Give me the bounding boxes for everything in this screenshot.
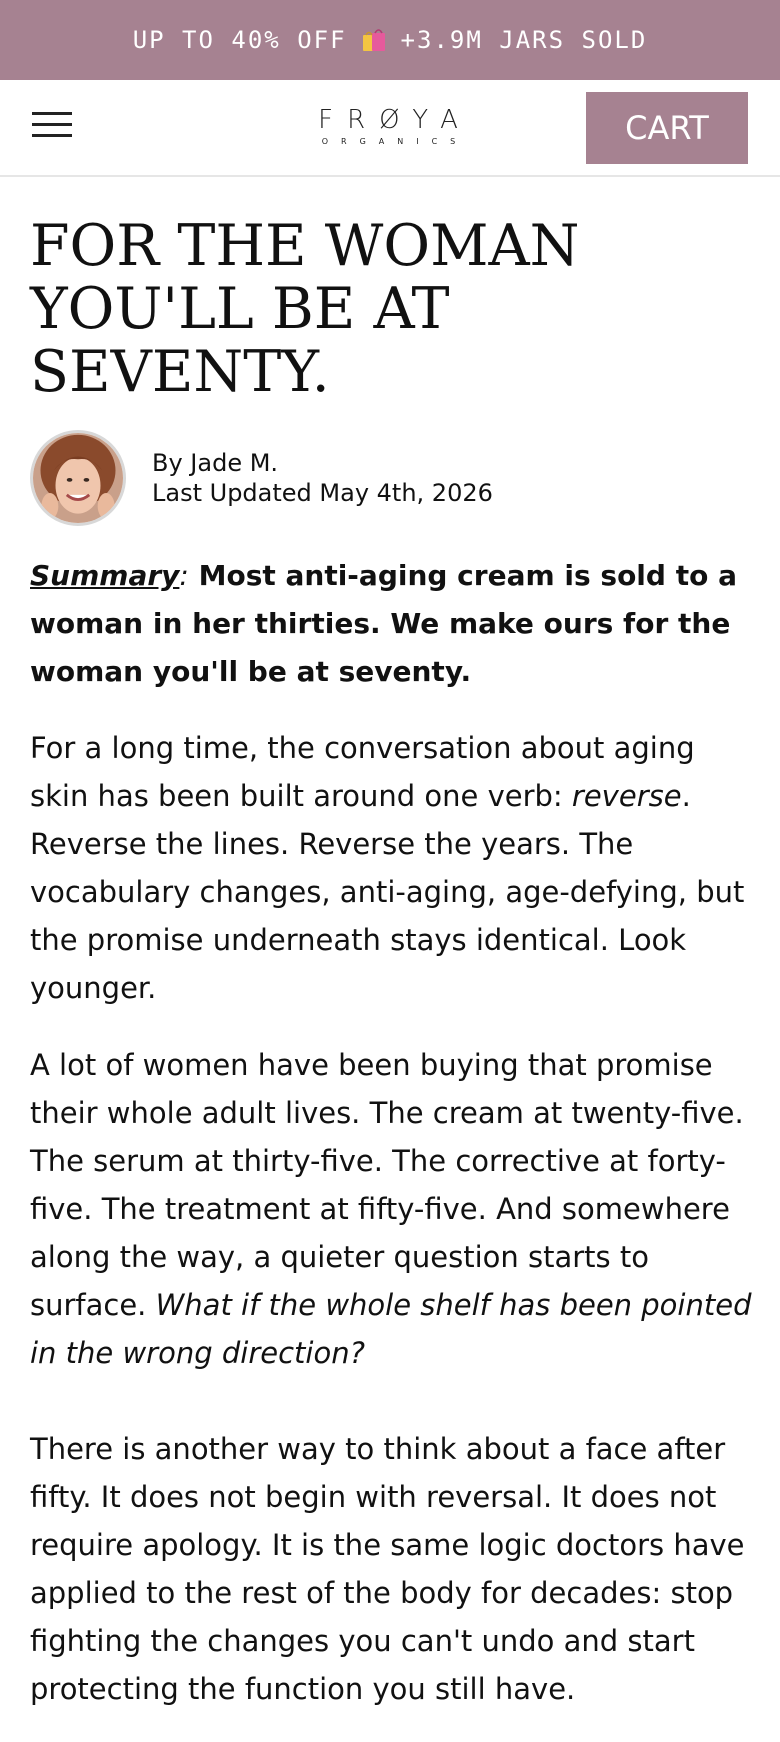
site-header [0,80,780,177]
author-block [30,430,754,526]
paragraph-1-text-a: For a long time, the conversation about aging skin has been built around one verb: [30,731,695,813]
logo-wordmark: FRØYA [318,105,472,135]
brand-logo[interactable] [300,106,480,150]
paragraph-2-emphasis: What if the whole shelf has been pointed in the wrong direction? [30,1288,752,1370]
author-name: By Jade M. [152,449,279,477]
promo-banner [0,0,780,80]
promo-left-text: UP TO 40% OFF [132,26,347,54]
paragraph-2-text: A lot of women have been buying that promise their whole adult lives. The cream at twenty-five. The serum at thirty-five. The corrective at forty-five. The treatment at fifty-five. And somewhere along the way, a quieter question starts to surface. [30,1048,744,1322]
promo-right-text: +3.9M JARS SOLD [400,26,648,54]
article-title: FOR THE WOMAN YOU'LL BE AT SEVENTY. [30,213,580,405]
paragraph-1-text-b: . Reverse the lines. Reverse the years. The vocabulary changes, anti-aging, age-defying, but the promise underneath stays identical. Look younger. [30,779,745,1005]
article-summary [30,552,754,696]
shopping-bags-icon [361,27,387,53]
cart-button[interactable]: CART [586,92,748,164]
paragraph-1 [30,724,754,1012]
paragraph-1-emphasis: reverse [571,779,682,813]
logo-subtitle: ORGANICS [321,137,469,146]
last-updated: Last Updated May 4th, 2026 [152,479,493,507]
author-avatar [30,430,126,526]
summary-colon: : [179,559,189,592]
article [30,175,754,1742]
byline [152,448,493,508]
paragraph-3: There is another way to think about a face after fifty. It does not begin with reversal. It does not require apology. It is the same logic doctors have applied to the rest of the body for decades: stop fighting the changes you can't undo and start protecting the function you still have. [30,1432,745,1706]
hamburger-menu-icon[interactable] [32,108,72,140]
summary-label: Summary [30,559,180,592]
paragraph-2 [30,1041,754,1377]
summary-text: Most anti-aging cream is sold to a woman in her thirties. We make ours for the woman you'll be at seventy. [30,559,737,688]
